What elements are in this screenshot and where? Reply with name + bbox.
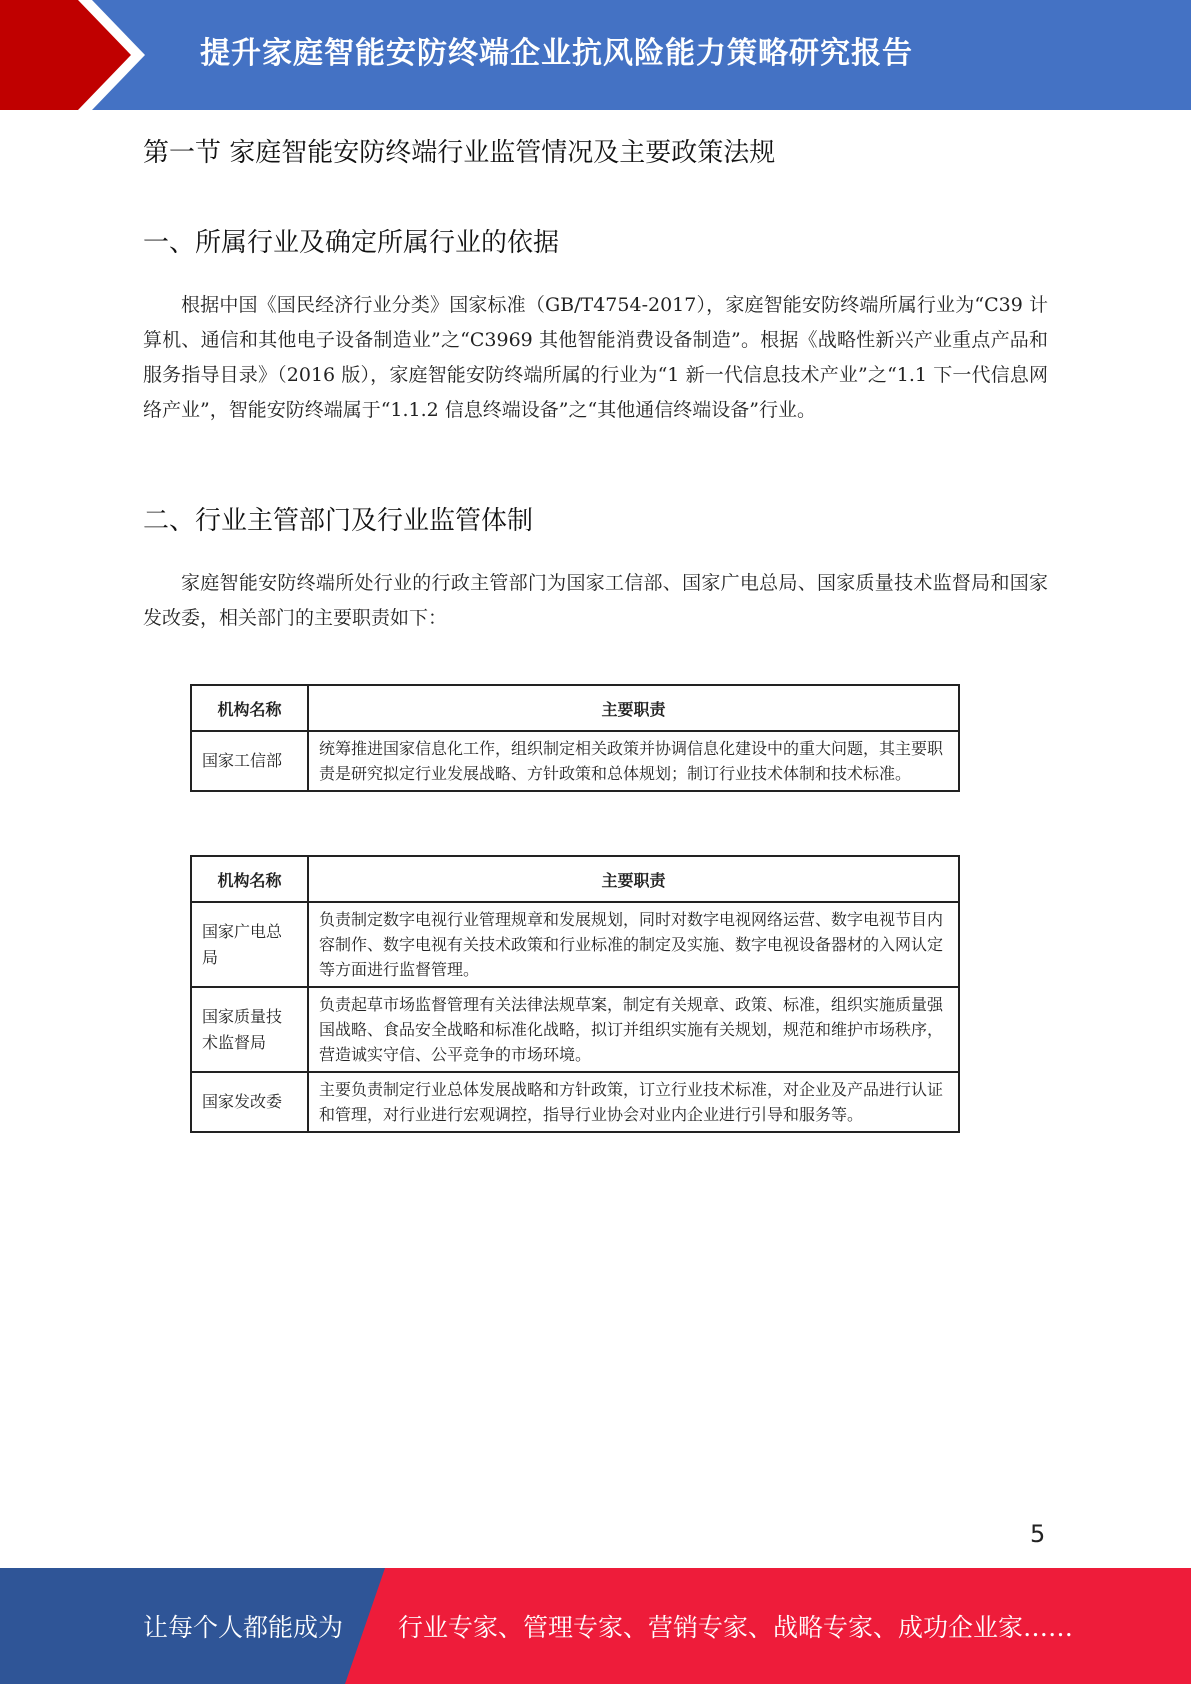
page-number: 5 xyxy=(1030,1520,1046,1548)
footer-slogan-right: 行业专家、管理专家、营销专家、战略专家、成功企业家…… xyxy=(398,1613,1074,1642)
table-header-row xyxy=(191,856,959,902)
org-duty: 统筹推进国家信息化工作，组织制定相关政策并协调信息化建设中的重大问题，其主要职责是研究拟定行业发展战略、方针政策和总体规划；制订行业技术体制和技术标准。 xyxy=(308,731,959,791)
column-header-duty: 主要职责 xyxy=(308,685,959,731)
column-header-org: 机构名称 xyxy=(191,685,308,731)
org-duty: 负责起草市场监督管理有关法律法规草案，制定有关规章、政策、标准，组织实施质量强国战略、食品安全战略和标准化战略，拟订并组织实施有关规划，规范和维护市场秩序，营造诚实守信、公平竞争的市场环境。 xyxy=(308,987,959,1072)
section-title: 第一节 家庭智能安防终端行业监管情况及主要政策法规 xyxy=(143,138,776,168)
duties-table-2 xyxy=(190,855,960,1133)
report-title: 提升家庭智能安防终端企业抗风险能力策略研究报告 xyxy=(200,36,913,71)
org-duty: 负责制定数字电视行业管理规章和发展规划，同时对数字电视网络运营、数字电视节目内容制作、数字电视有关技术政策和行业标准的制定及实施、数字电视设备器材的入网认定等方面进行监督管理。 xyxy=(308,902,959,987)
page-footer xyxy=(0,1568,1191,1684)
table-row xyxy=(191,902,959,987)
table-row xyxy=(191,1072,959,1132)
table-row xyxy=(191,731,959,791)
column-header-duty: 主要职责 xyxy=(308,856,959,902)
part1-heading: 一、所属行业及确定所属行业的依据 xyxy=(143,228,560,258)
org-duty: 主要负责制定行业总体发展战略和方针政策，订立行业技术标准，对企业及产品进行认证和管理，对行业进行宏观调控，指导行业协会对业内企业进行引导和服务等。 xyxy=(308,1072,959,1132)
org-name: 国家质量技术监督局 xyxy=(191,987,308,1072)
org-name: 国家发改委 xyxy=(191,1072,308,1132)
part2-paragraph: 家庭智能安防终端所处行业的行政主管部门为国家工信部、国家广电总局、国家质量技术监督局和国家发改委，相关部门的主要职责如下： xyxy=(143,572,1048,629)
footer-slogan-left: 让每个人都能成为 xyxy=(143,1613,344,1642)
duties-table-1 xyxy=(190,684,960,792)
page-header xyxy=(0,0,1191,110)
org-name: 国家工信部 xyxy=(191,731,308,791)
table-header-row xyxy=(191,685,959,731)
header-arrow-decoration xyxy=(0,0,160,110)
part2-heading: 二、行业主管部门及行业监管体制 xyxy=(143,506,534,536)
org-name: 国家广电总局 xyxy=(191,902,308,987)
part1-paragraph: 根据中国《国民经济行业分类》国家标准（GB/T4754-2017），家庭智能安防终端所属行业为“C39 计算机、通信和其他电子设备制造业”之“C3969 其他智能消费设备制造”。根据《战略性新兴产业重点产品和服务指导目录》（2016 版），家庭智能安防终端所属的行业为“1 新一代信息技术产业”之“1.1 下一代信息网络产业”，智能安防终端属于“1.1.2 信息终端设备”之“其他通信终端设备”行业。 xyxy=(143,294,1048,421)
column-header-org: 机构名称 xyxy=(191,856,308,902)
table-row xyxy=(191,987,959,1072)
